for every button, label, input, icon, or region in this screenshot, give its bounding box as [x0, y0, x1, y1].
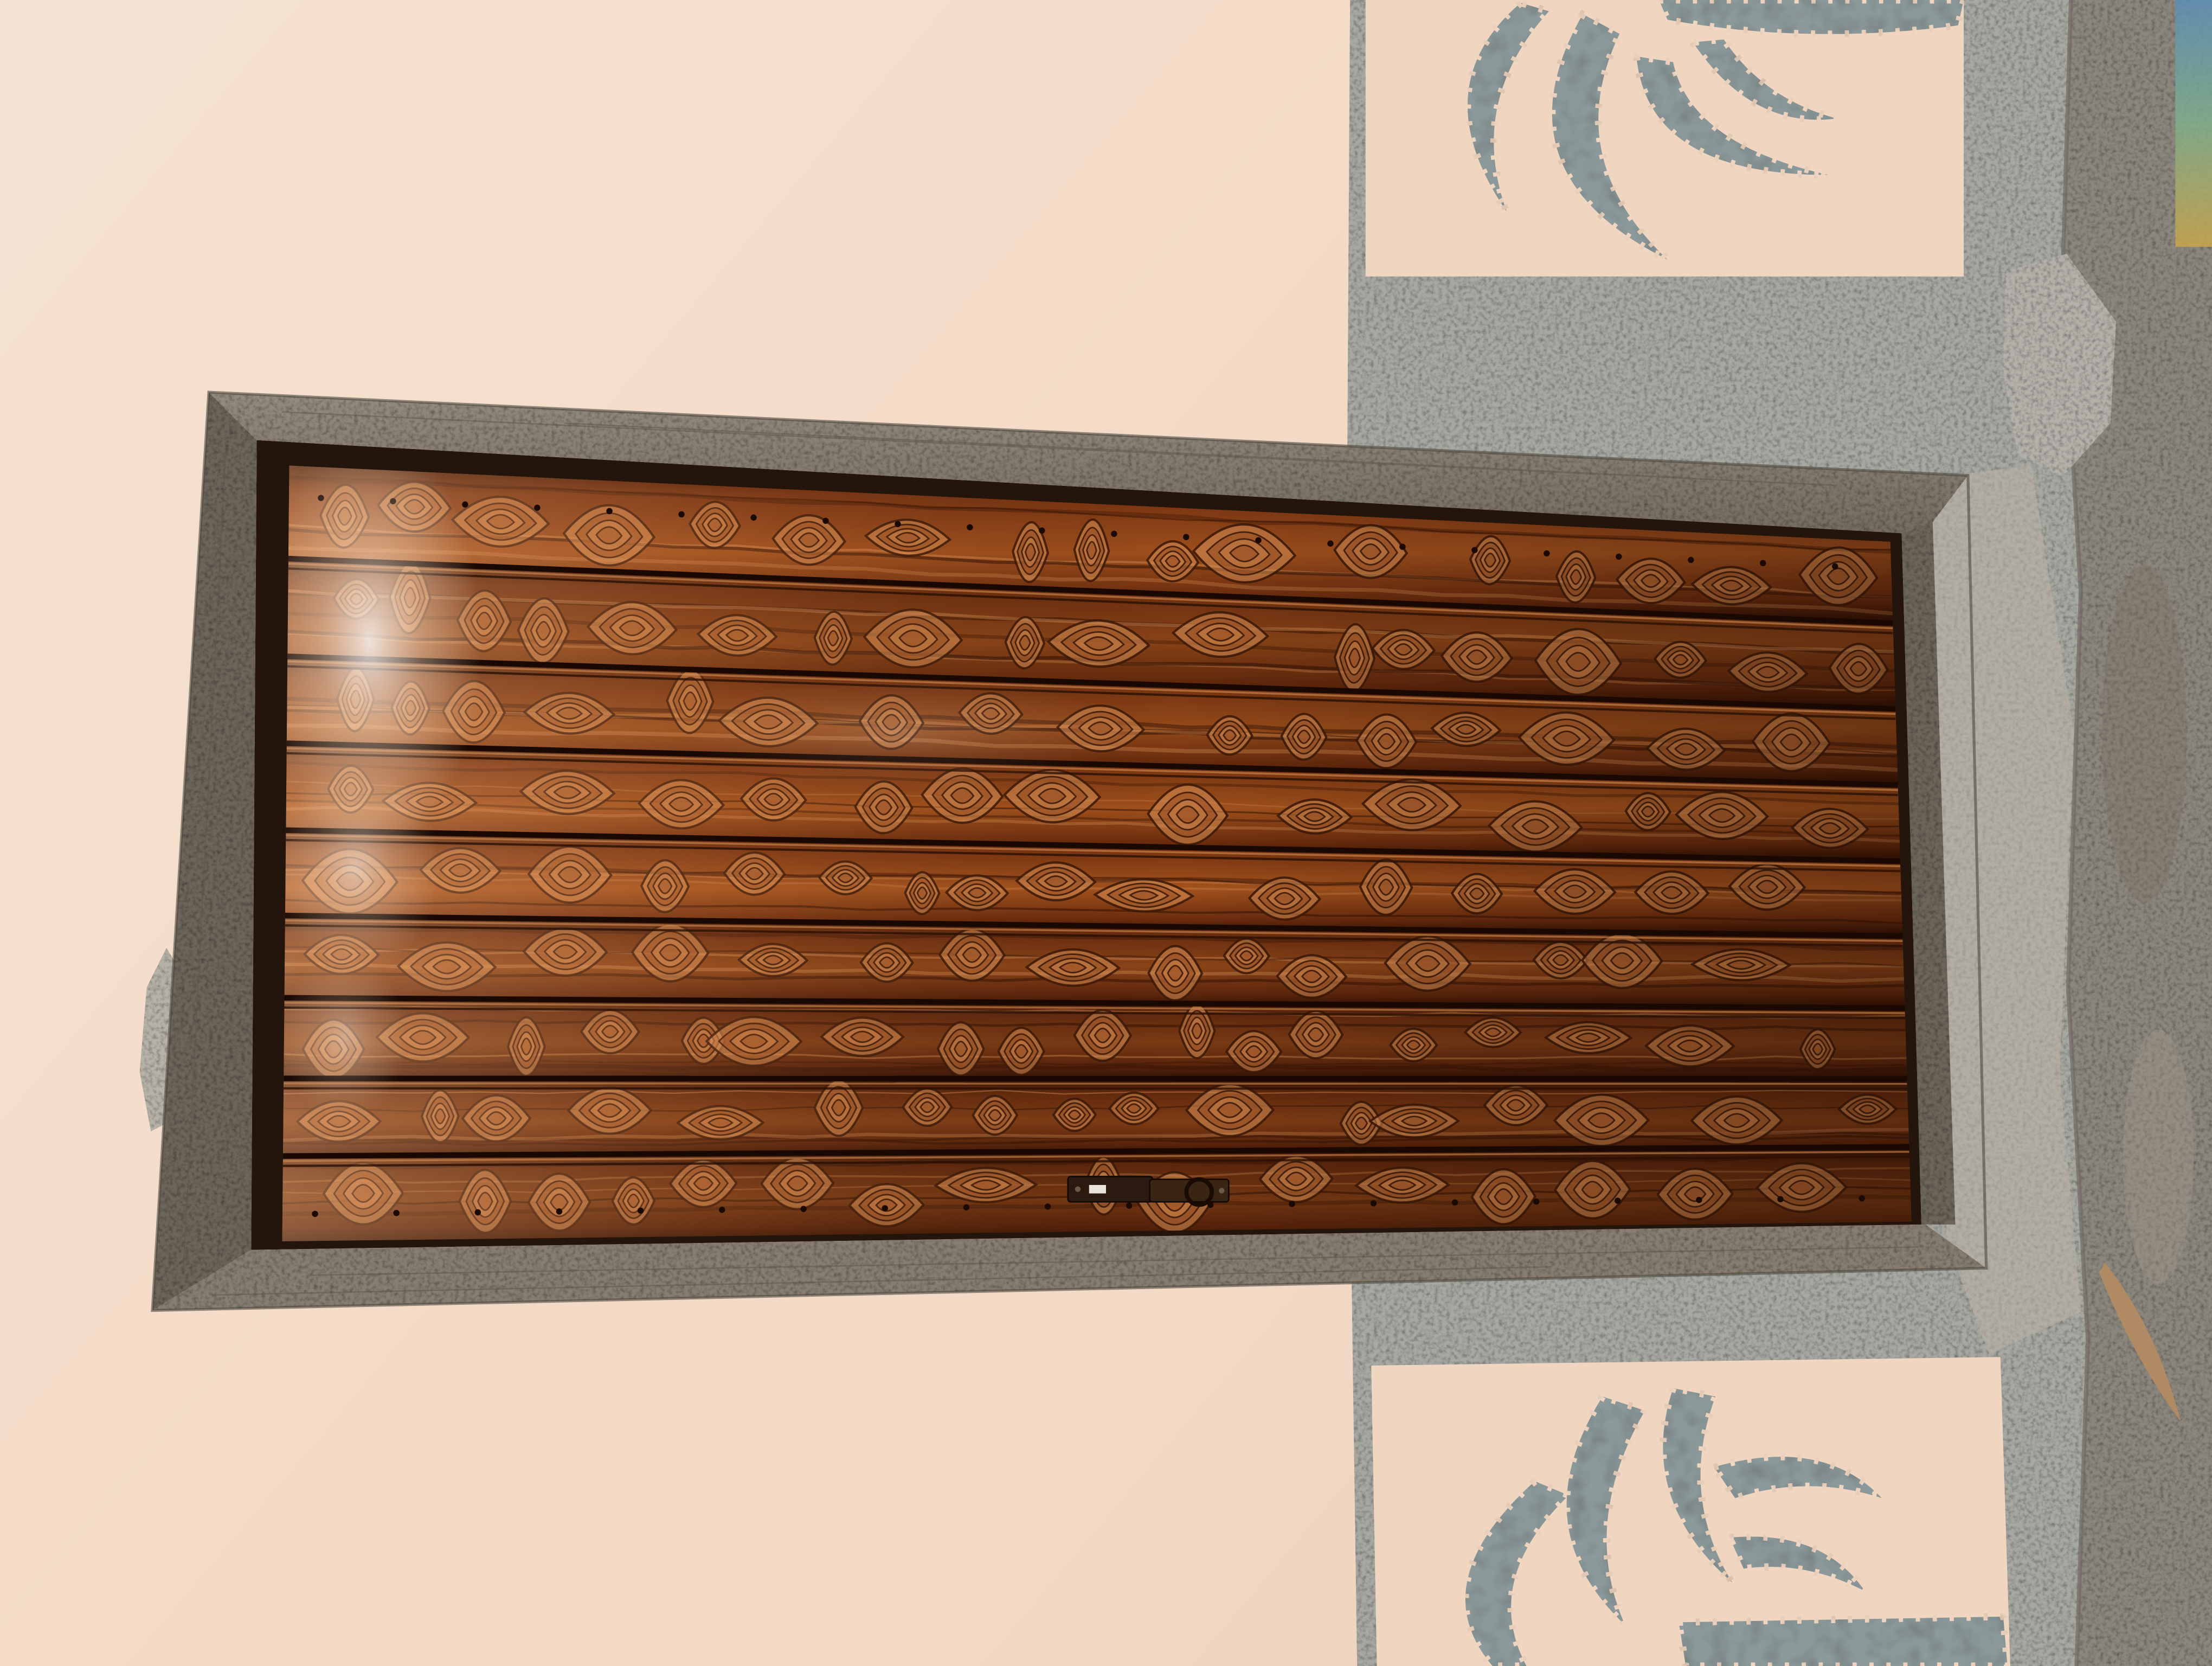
- latch-screw: [1075, 1187, 1081, 1192]
- ground-stain: [2123, 1030, 2194, 1284]
- door-latch: [1068, 1176, 1229, 1204]
- nail: [312, 1211, 318, 1217]
- nail: [1544, 550, 1549, 556]
- palm-trunk: [1679, 1617, 2007, 1666]
- nail: [895, 521, 901, 527]
- nail: [1777, 1196, 1783, 1202]
- wooden-door: [257, 430, 1912, 1241]
- nail: [963, 1204, 969, 1210]
- nail: [1255, 537, 1261, 543]
- ground-stain: [2102, 564, 2187, 902]
- nail: [393, 1210, 399, 1216]
- nail: [1045, 1203, 1051, 1209]
- varnish-glare: [281, 952, 408, 1122]
- nail: [800, 1206, 806, 1212]
- nail: [1039, 528, 1045, 534]
- varnish-glare: [677, 677, 1129, 790]
- nail: [1111, 531, 1117, 537]
- door-lighting: [282, 465, 1911, 1241]
- stencil-panel-top: [1366, 0, 1964, 277]
- nail: [1126, 1203, 1132, 1209]
- nail: [1399, 543, 1405, 549]
- nail: [1452, 1200, 1458, 1206]
- groove-bead: [284, 1088, 1907, 1089]
- nail: [750, 515, 756, 521]
- nail: [1832, 563, 1838, 569]
- nail: [1696, 1197, 1702, 1203]
- nail: [719, 1207, 725, 1213]
- nail: [556, 1208, 562, 1214]
- nail: [462, 501, 468, 507]
- nail: [1471, 547, 1477, 553]
- nail: [967, 524, 973, 530]
- nail: [1760, 560, 1766, 566]
- nail: [475, 1209, 481, 1215]
- nail: [1533, 1199, 1539, 1204]
- nail: [678, 511, 684, 517]
- nail: [822, 518, 828, 524]
- nail: [882, 1205, 888, 1211]
- poster-edge: [2175, 0, 2212, 247]
- nail: [1327, 541, 1333, 547]
- nail: [1616, 554, 1622, 560]
- nail: [638, 1208, 644, 1214]
- nail: [1615, 1197, 1621, 1203]
- latch-sticker: [1089, 1185, 1106, 1194]
- nail: [1371, 1200, 1377, 1206]
- nail: [1183, 534, 1189, 540]
- nail: [1289, 1201, 1295, 1207]
- latch-screw: [1219, 1188, 1224, 1193]
- nail: [1688, 557, 1694, 563]
- varnish-glare: [271, 762, 440, 973]
- nail: [606, 508, 612, 514]
- nail: [534, 504, 540, 510]
- nail: [1859, 1195, 1864, 1201]
